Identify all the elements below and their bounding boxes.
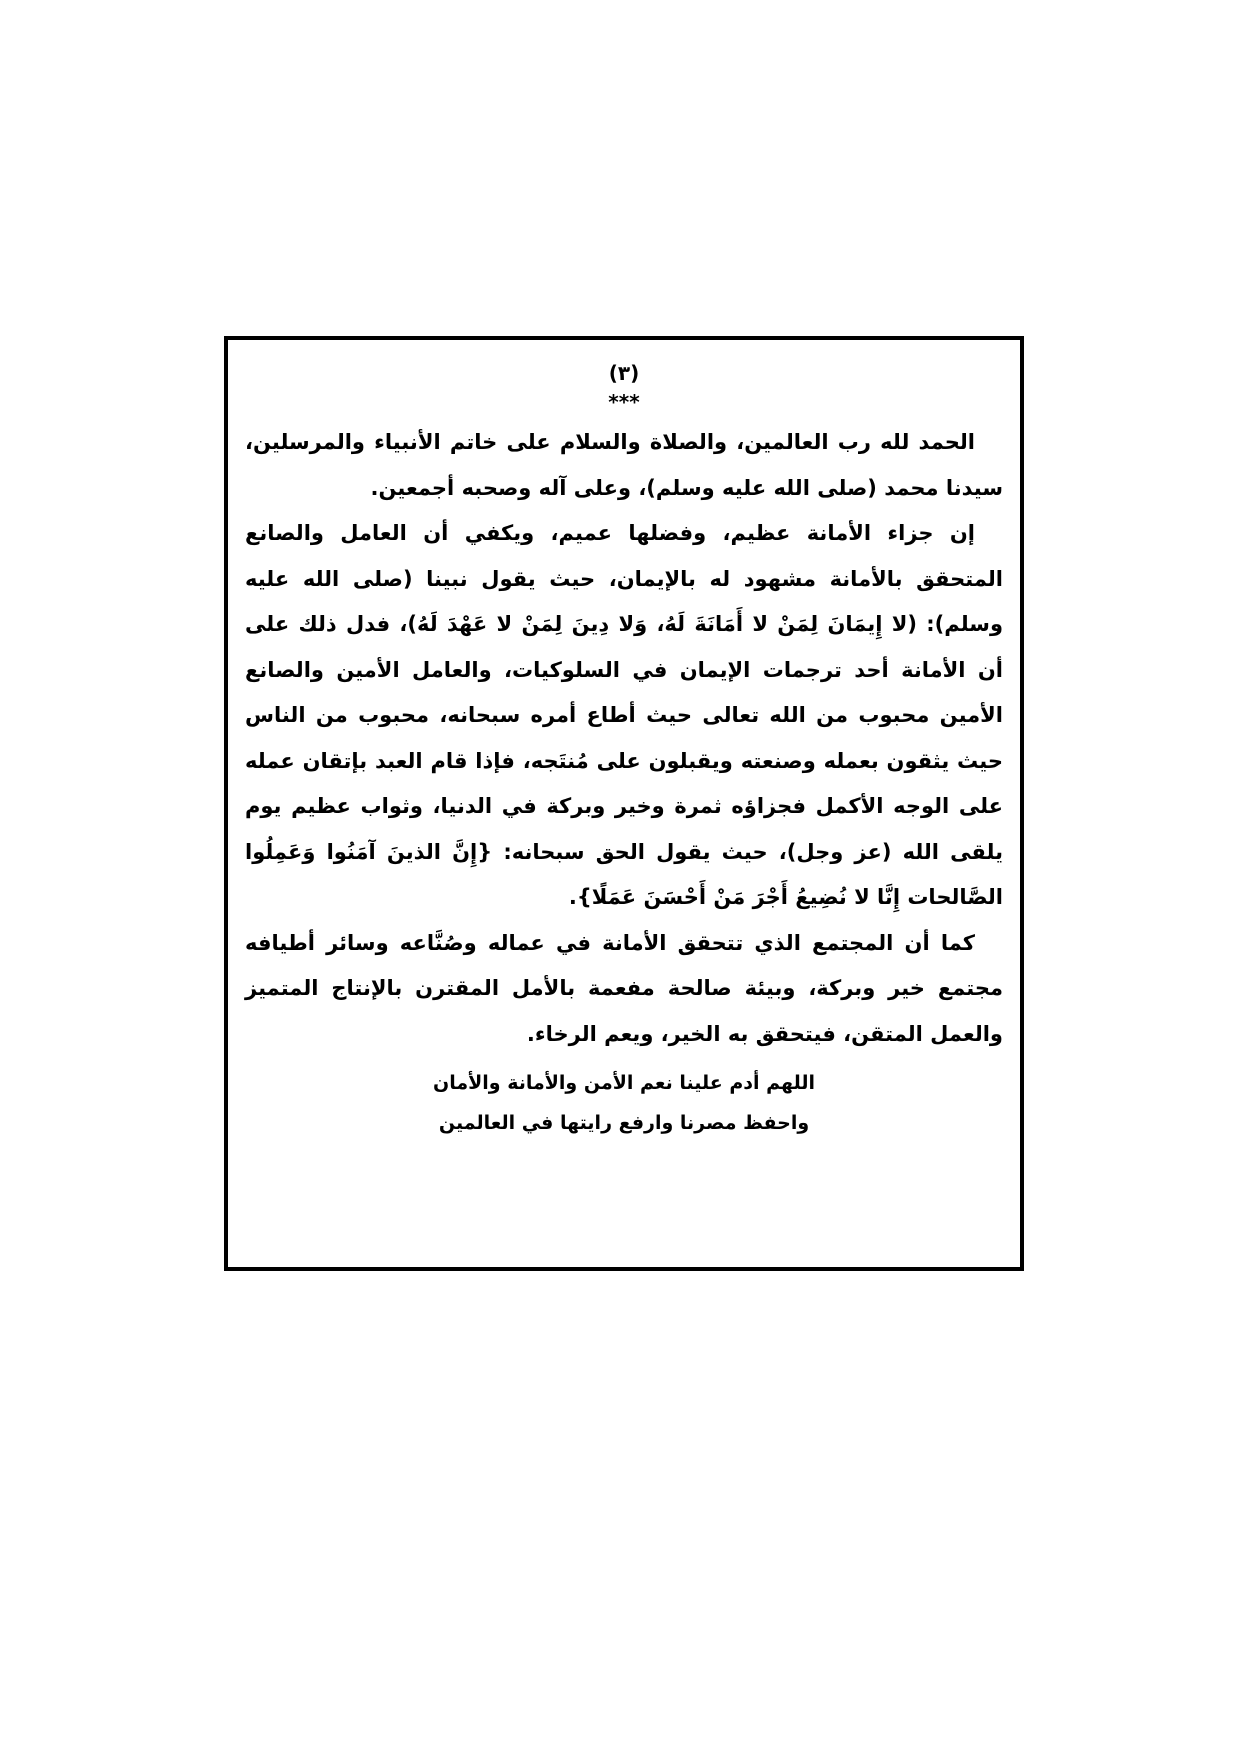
paragraph-trust-reward: إن جزاء الأمانة عظيم، وفضلها عميم، ويكفي أن العامل والصانع المتحقق بالأمانة مشهود له بالإيمان، حيث يقول نبينا (صلى الله عليه وسلم): (لا إِيمَانَ لِمَنْ لا أَمَانَةَ لَهُ، وَلا دِينَ لِمَنْ لا عَهْدَ لَهُ)، فدل ذلك على أن الأمانة أحد ترجمات الإيمان في السلوكيات، والعامل الأمين والصانع الأمين محبوب من الله تعالى حيث أطاع أمره سبحانه، محبوب من الناس حيث يثقون بعمله وصنعته ويقبلون على مُنتَجه، فإذا قام العبد بإتقان عمله على الوجه الأكمل فجزاؤه ثمرة وخير وبركة في الدنيا، وثواب عظيم يوم يلقى الله (عز وجل)، حيث يقول الحق سبحانه: {إِنَّ الذينَ آمَنُوا وَعَمِلُوا الصَّالحات إِنَّا لا نُضِيعُ أَجْرَ مَنْ أَحْسَنَ عَمَلًا}. (245, 521, 1003, 909)
closing-prayer-line-2: واحفظ مصرنا وارفع رايتها في العالمين (438, 1112, 810, 1134)
paragraph-society: كما أن المجتمع الذي تتحقق الأمانة في عماله وصُنَّاعه وسائر أطيافه مجتمع خير وبركة، وبيئة صالحة مفعمة بالأمل المقترن بالإنتاج المتميز والعمل المتقن، فيتحقق به الخير، ويعم الرخاء. (245, 930, 1003, 1046)
section-separator: *** (608, 390, 640, 414)
page-frame (224, 336, 1024, 1271)
page-number: (٣) (608, 361, 640, 385)
closing-prayer-line-1: اللهم أدم علينا نعم الأمن والأمانة والأمان (433, 1072, 815, 1094)
paragraph-opening: الحمد لله رب العالمين، والصلاة والسلام على خاتم الأنبياء والمرسلين، سيدنا محمد (صلى الله عليه وسلم)، وعلى آله وصحبه أجمعين. (245, 430, 1003, 500)
